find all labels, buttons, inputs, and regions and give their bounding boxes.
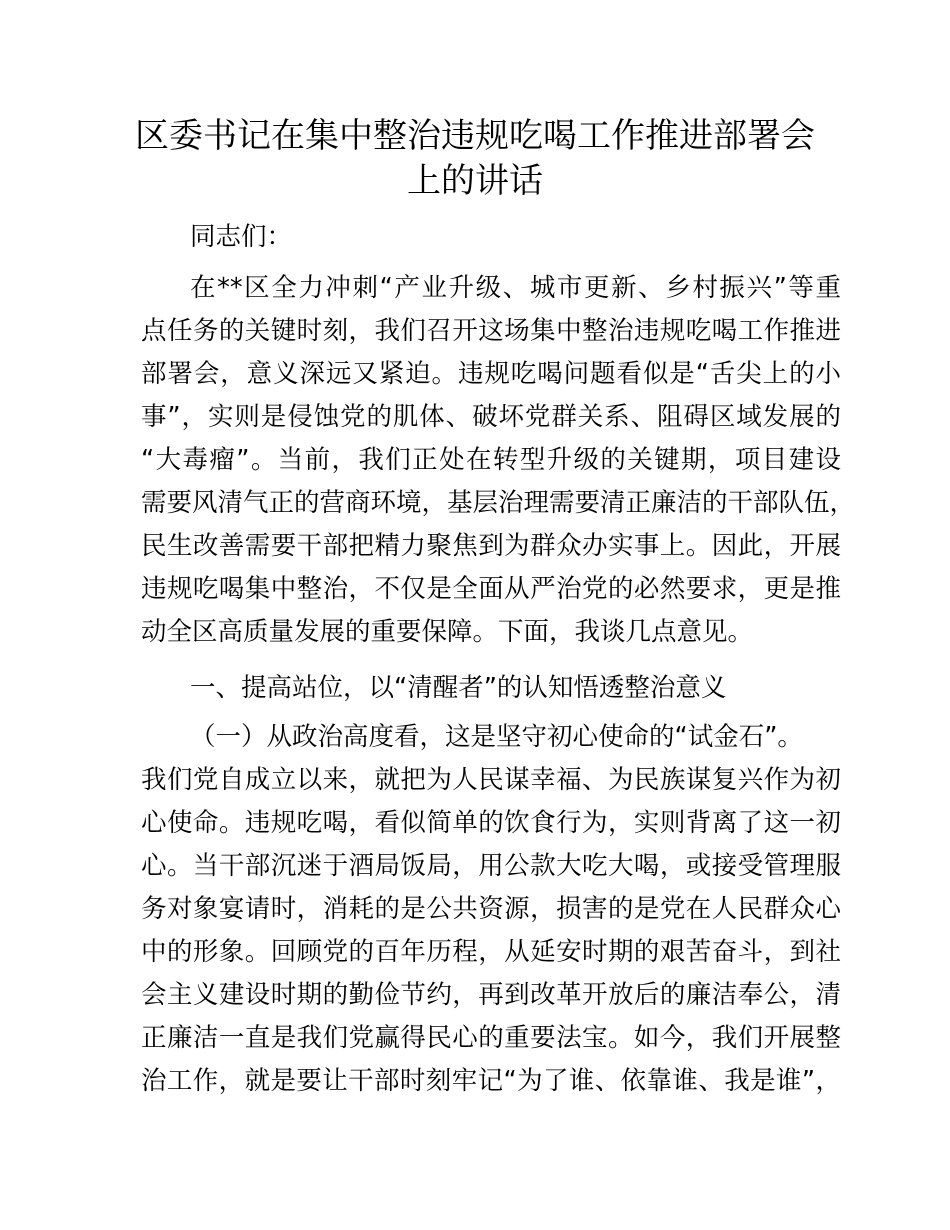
paragraph-line: 心使命。违规吃喝，看似简单的饮食行为，实则背离了这一初 [141,808,841,838]
paragraph-line: 民生改善需要干部把精力聚焦到为群众办实事上。因此，开展 [141,531,841,561]
subsection-heading: （一）从政治高度看，这是坚守初心使命的“试金石”。 [190,722,803,752]
paragraph-line: 事”，实则是侵蚀党的肌体、破坏党群关系、阻碍区域发展的 [141,402,841,432]
paragraph-line: 需要风清气正的营商环境，基层治理需要清正廉洁的干部队伍， [141,488,856,518]
paragraph-line: 务对象宴请时，消耗的是公共资源，损害的是党在人民群众心 [141,894,841,924]
paragraph-line: 我们党自成立以来，就把为人民谋幸福、为民族谋复兴作为初 [141,765,841,795]
paragraph-line: 正廉洁一直是我们党赢得民心的重要法宝。如今，我们开展整 [141,1023,841,1053]
paragraph-line: 中的形象。回顾党的百年历程，从延安时期的艰苦奋斗，到社 [141,937,841,967]
paragraph-line: 点任务的关键时刻，我们召开这场集中整治违规吃喝工作推进 [141,316,841,346]
paragraph-line: 在**区全力冲刺“产业升级、城市更新、乡村振兴”等重 [190,273,841,303]
paragraph-line: 心。当干部沉迷于酒局饭局，用公款大吃大喝，或接受管理服 [141,851,841,881]
paragraph-line: 部署会，意义深远又紧迫。违规吃喝问题看似是“舌尖上的小 [141,359,841,389]
paragraph-line: 动全区高质量发展的重要保障。下面，我谈几点意见。 [141,617,754,647]
paragraph-line: “大毒瘤”。当前，我们正处在转型升级的关键期，项目建设 [141,445,841,475]
section-heading-1: 一、提高站位，以“清醒者”的认知悟透整治意义 [190,673,727,703]
document-title-line-2: 上的讲话 [407,161,543,201]
paragraph-line: 违规吃喝集中整治，不仅是全面从严治党的必然要求，更是推 [141,574,841,604]
document-title-line-1: 区委书记在集中整治违规吃喝工作推进部署会 [135,116,815,156]
paragraph-line: 会主义建设时期的勤俭节约，再到改革开放后的廉洁奉公，清 [141,980,841,1010]
salutation: 同志们： [190,222,293,252]
paragraph-line: 治工作，就是要让干部时刻牢记“为了谁、依靠谁、我是谁”， [141,1066,841,1096]
